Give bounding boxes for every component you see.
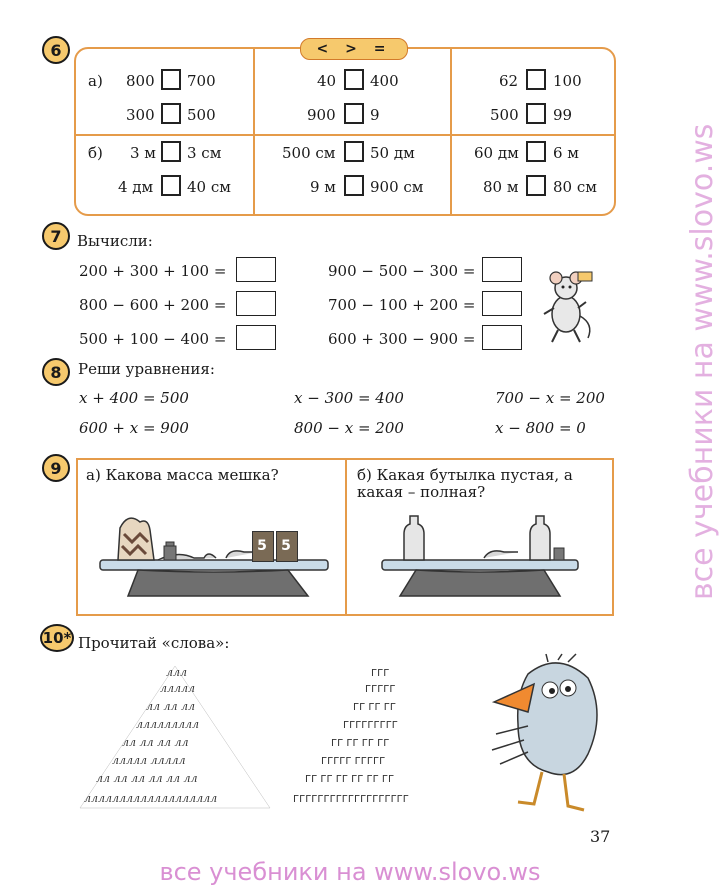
compare-answer-box[interactable]	[161, 103, 181, 124]
equation: 800 − x = 200	[294, 419, 404, 437]
compare-left: 900	[307, 106, 336, 124]
svg-text:ГГГГГ: ГГГГГ	[365, 684, 396, 695]
answer-box[interactable]	[236, 257, 276, 282]
compare-right: 9	[370, 106, 380, 124]
crow-illustration	[488, 654, 606, 816]
watermark-vertical: все учебники на www.slovo.ws	[685, 123, 720, 600]
compare-answer-box[interactable]	[344, 69, 364, 90]
answer-box[interactable]	[482, 291, 522, 316]
answer-box[interactable]	[236, 291, 276, 316]
exercise-9b-question-line1: б) Какая бутылка пустая, а	[357, 466, 573, 484]
compare-right: 40 см	[187, 178, 231, 196]
svg-text:ГГГГГГГГГ: ГГГГГГГГГ	[343, 720, 398, 731]
svg-text:ллл: ллл	[166, 666, 188, 679]
svg-text:лл лл лл: лл лл лл	[146, 700, 196, 713]
svg-text:ллллллллл: ллллллллл	[136, 718, 200, 731]
compare-answer-box[interactable]	[526, 175, 546, 196]
expression: 900 − 500 − 300 =	[328, 262, 476, 280]
compare-answer-box[interactable]	[526, 103, 546, 124]
expression: 800 − 600 + 200 =	[79, 296, 227, 314]
compare-answer-box[interactable]	[344, 141, 364, 162]
compare-left: 40	[317, 72, 337, 90]
exercise-6-row-divider	[74, 134, 616, 136]
sierpinski-triangle-letters-left	[70, 662, 280, 812]
balance-scale-with-bottles	[380, 512, 580, 604]
compare-left: 62	[499, 72, 519, 90]
compare-right: 700	[187, 72, 216, 90]
weight-label: 5	[257, 538, 267, 554]
answer-box[interactable]	[236, 325, 276, 350]
compare-left: 9 м	[310, 178, 336, 196]
exercise-9a-question: а) Какова масса мешка?	[86, 466, 279, 484]
compare-right: 6 м	[553, 144, 579, 162]
svg-text:ГГГ: ГГГ	[371, 668, 390, 679]
compare-answer-box[interactable]	[344, 103, 364, 124]
equation: x + 400 = 500	[79, 389, 189, 407]
exercise-6-divider-1	[253, 47, 255, 216]
svg-text:ГГ ГГ ГГ: ГГ ГГ ГГ	[353, 702, 396, 713]
svg-text:ГГ ГГ ГГ ГГ ГГ ГГ: ГГ ГГ ГГ ГГ ГГ ГГ	[305, 774, 395, 785]
svg-text:ГГГГГГГГГГГГГГГГГГГ: ГГГГГГГГГГГГГГГГГГГ	[293, 794, 409, 805]
svg-text:ГГГГГ ГГГГГ: ГГГГГ ГГГГГ	[321, 756, 386, 767]
compare-answer-box[interactable]	[526, 141, 546, 162]
exercise-7-title: Вычисли:	[77, 232, 153, 250]
compare-signs-badge: < > =	[300, 38, 408, 60]
page-number: 37	[590, 827, 611, 846]
equation: 700 − x = 200	[495, 389, 605, 407]
compare-right: 900 см	[370, 178, 424, 196]
weight-label: 5	[281, 538, 291, 554]
exercise-6-number: 6	[42, 36, 70, 64]
sierpinski-triangle-letters-right	[285, 662, 475, 812]
compare-right: 50 дм	[370, 144, 415, 162]
exercise-7-number: 7	[42, 222, 70, 250]
expression: 200 + 300 + 100 =	[79, 262, 227, 280]
svg-text:лл лл лл лл лл лл: лл лл лл лл лл лл	[96, 772, 198, 785]
exercise-9-number: 9	[42, 454, 70, 482]
exercise-6-part-b-label: б)	[88, 144, 103, 162]
compare-right: 3 см	[187, 144, 222, 162]
compare-answer-box[interactable]	[344, 175, 364, 196]
compare-answer-box[interactable]	[161, 141, 181, 162]
exercise-6-divider-2	[450, 47, 452, 216]
watermark-bottom: все учебники на www.slovo.ws	[159, 858, 541, 886]
mouse-illustration	[536, 264, 598, 346]
compare-answer-box[interactable]	[161, 69, 181, 90]
compare-left: 3 м	[130, 144, 156, 162]
exercise-6-part-a-label: а)	[88, 72, 103, 90]
equation: 600 + x = 900	[79, 419, 189, 437]
answer-box[interactable]	[482, 257, 522, 282]
svg-text:ГГ ГГ ГГ ГГ: ГГ ГГ ГГ ГГ	[331, 738, 390, 749]
compare-answer-box[interactable]	[161, 175, 181, 196]
exercise-10-number: 10*	[40, 624, 74, 652]
compare-right: 400	[370, 72, 399, 90]
exercise-9-divider	[345, 458, 347, 616]
expression: 500 + 100 − 400 =	[79, 330, 227, 348]
compare-left: 60 дм	[474, 144, 519, 162]
compare-left: 80 м	[483, 178, 519, 196]
compare-left: 500	[490, 106, 519, 124]
exercise-8-number: 8	[42, 358, 70, 386]
compare-right: 80 см	[553, 178, 597, 196]
exercise-10-title: Прочитай «слова»:	[78, 634, 230, 652]
expression: 700 − 100 + 200 =	[328, 296, 476, 314]
compare-left: 300	[126, 106, 155, 124]
compare-right: 100	[553, 72, 582, 90]
exercise-8-title: Реши уравнения:	[78, 360, 215, 378]
equation: x − 800 = 0	[495, 419, 586, 437]
compare-right: 500	[187, 106, 216, 124]
expression: 600 + 300 − 900 =	[328, 330, 476, 348]
compare-left: 4 дм	[118, 178, 154, 196]
svg-text:лл лл лл лл: лл лл лл лл	[122, 736, 189, 749]
compare-answer-box[interactable]	[526, 69, 546, 90]
answer-box[interactable]	[482, 325, 522, 350]
exercise-9b-question-line2: какая – полная?	[357, 483, 486, 501]
compare-left: 800	[126, 72, 155, 90]
compare-right: 99	[553, 106, 573, 124]
svg-text:ллллл ллллл: ллллл ллллл	[112, 754, 186, 767]
compare-left: 500 см	[282, 144, 336, 162]
svg-text:ллллл: ллллл	[160, 682, 196, 695]
svg-text:ллллллллллллллллллл: ллллллллллллллллллл	[84, 792, 218, 805]
equation: x − 300 = 400	[294, 389, 404, 407]
